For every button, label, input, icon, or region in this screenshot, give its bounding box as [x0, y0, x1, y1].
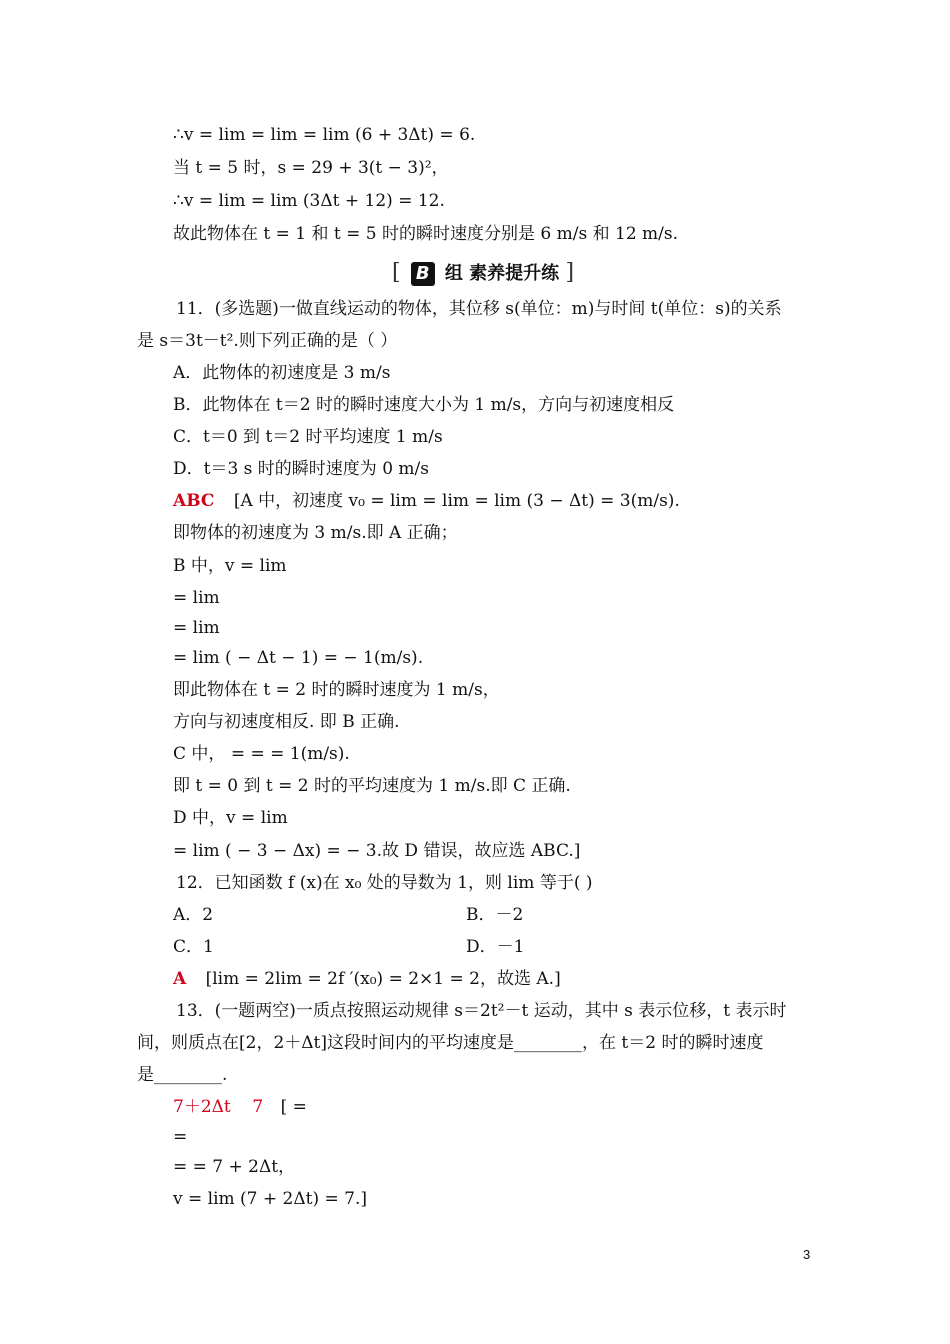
- section-header: [392, 258, 574, 288]
- question-stem: 11．(多选题)一做直线运动的物体，其位移 s(单位：m)与时间 t(单位：s)的关系: [176, 299, 782, 319]
- text-line: ∴v = lim = lim (3Δt + 12) = 12.: [173, 191, 445, 211]
- solution-line: 即 t = 0 到 t = 2 时的平均速度为 1 m/s.即 C 正确.: [173, 776, 571, 796]
- solution-line: 方向与初速度相反. 即 B 正确.: [173, 712, 400, 732]
- option: C．1: [173, 937, 214, 957]
- question-stem: 间，则质点在[2，2＋Δt]这段时间内的平均速度是________，在 t＝2 时的瞬时速度: [137, 1033, 764, 1053]
- question-stem: 13．(一题两空)一质点按照运动规律 s＝2t²－t 运动，其中 s 表示位移，t 表示时: [176, 1001, 787, 1021]
- answer-key: A: [173, 969, 187, 989]
- solution-line: C 中， = = = 1(m/s).: [173, 744, 350, 764]
- option: B．此物体在 t＝2 时的瞬时速度大小为 1 m/s，方向与初速度相反: [173, 395, 675, 415]
- solution-line: 即此物体在 t = 2 时的瞬时速度为 1 m/s，: [173, 680, 500, 700]
- bracket-left: [: [392, 260, 401, 285]
- solution-line: = = 7 + 2Δt，: [173, 1157, 296, 1177]
- option: A．2: [173, 905, 214, 925]
- solution-line: =: [173, 1127, 188, 1147]
- solution-text: [ =: [280, 1097, 307, 1117]
- group-badge: B: [411, 262, 435, 286]
- question-stem: 12．已知函数 f (x)在 x₀ 处的导数为 1，则 lim 等于( ): [176, 873, 593, 893]
- answer-line: [173, 1095, 307, 1119]
- bracket-right: ]: [565, 260, 575, 285]
- answer-key: 7＋2Δt 7: [173, 1097, 264, 1117]
- option: D．－1: [466, 937, 525, 957]
- text-line: 当 t = 5 时，s = 29 + 3(t − 3)²，: [173, 158, 449, 178]
- section-title: 组 素养提升练: [444, 263, 560, 284]
- question-stem: 是________.: [137, 1065, 228, 1085]
- solution-line: B 中，v = lim: [173, 556, 287, 576]
- solution-line: = lim ( − Δt − 1) = − 1(m/s).: [173, 648, 424, 668]
- solution-line: = lim: [173, 618, 220, 638]
- solution-line: v = lim (7 + 2Δt) = 7.]: [173, 1189, 368, 1209]
- option: A．此物体的初速度是 3 m/s: [173, 363, 391, 383]
- solution-line: = lim: [173, 588, 220, 608]
- page-number: 3: [803, 1247, 811, 1262]
- solution-line: 即物体的初速度为 3 m/s.即 A 正确；: [173, 523, 458, 543]
- solution-line: = lim ( − 3 − Δx) = − 3.故 D 错误，故应选 ABC.]: [173, 841, 581, 861]
- answer-line: [173, 489, 680, 513]
- option: B．－2: [466, 905, 524, 925]
- text-line: ∴v = lim = lim = lim (6 + 3Δt) = 6.: [173, 125, 476, 145]
- text-line: 故此物体在 t = 1 和 t = 5 时的瞬时速度分别是 6 m/s 和 12 m/s.: [173, 224, 679, 244]
- solution-text: [A 中，初速度 v₀ = lim = lim = lim (3 − Δt) = 3(m/s).: [233, 491, 680, 511]
- question-stem: 是 s＝3t－t².则下列正确的是（ ）: [137, 331, 398, 351]
- option: D．t＝3 s 时的瞬时速度为 0 m/s: [173, 459, 430, 479]
- answer-key: ABC: [173, 491, 215, 511]
- solution-text: [lim = 2lim = 2f ′(x₀) = 2×1 = 2，故选 A.]: [205, 969, 561, 989]
- solution-line: D 中，v = lim: [173, 808, 288, 828]
- answer-line: [173, 967, 561, 991]
- option: C．t＝0 到 t＝2 时平均速度 1 m/s: [173, 427, 443, 447]
